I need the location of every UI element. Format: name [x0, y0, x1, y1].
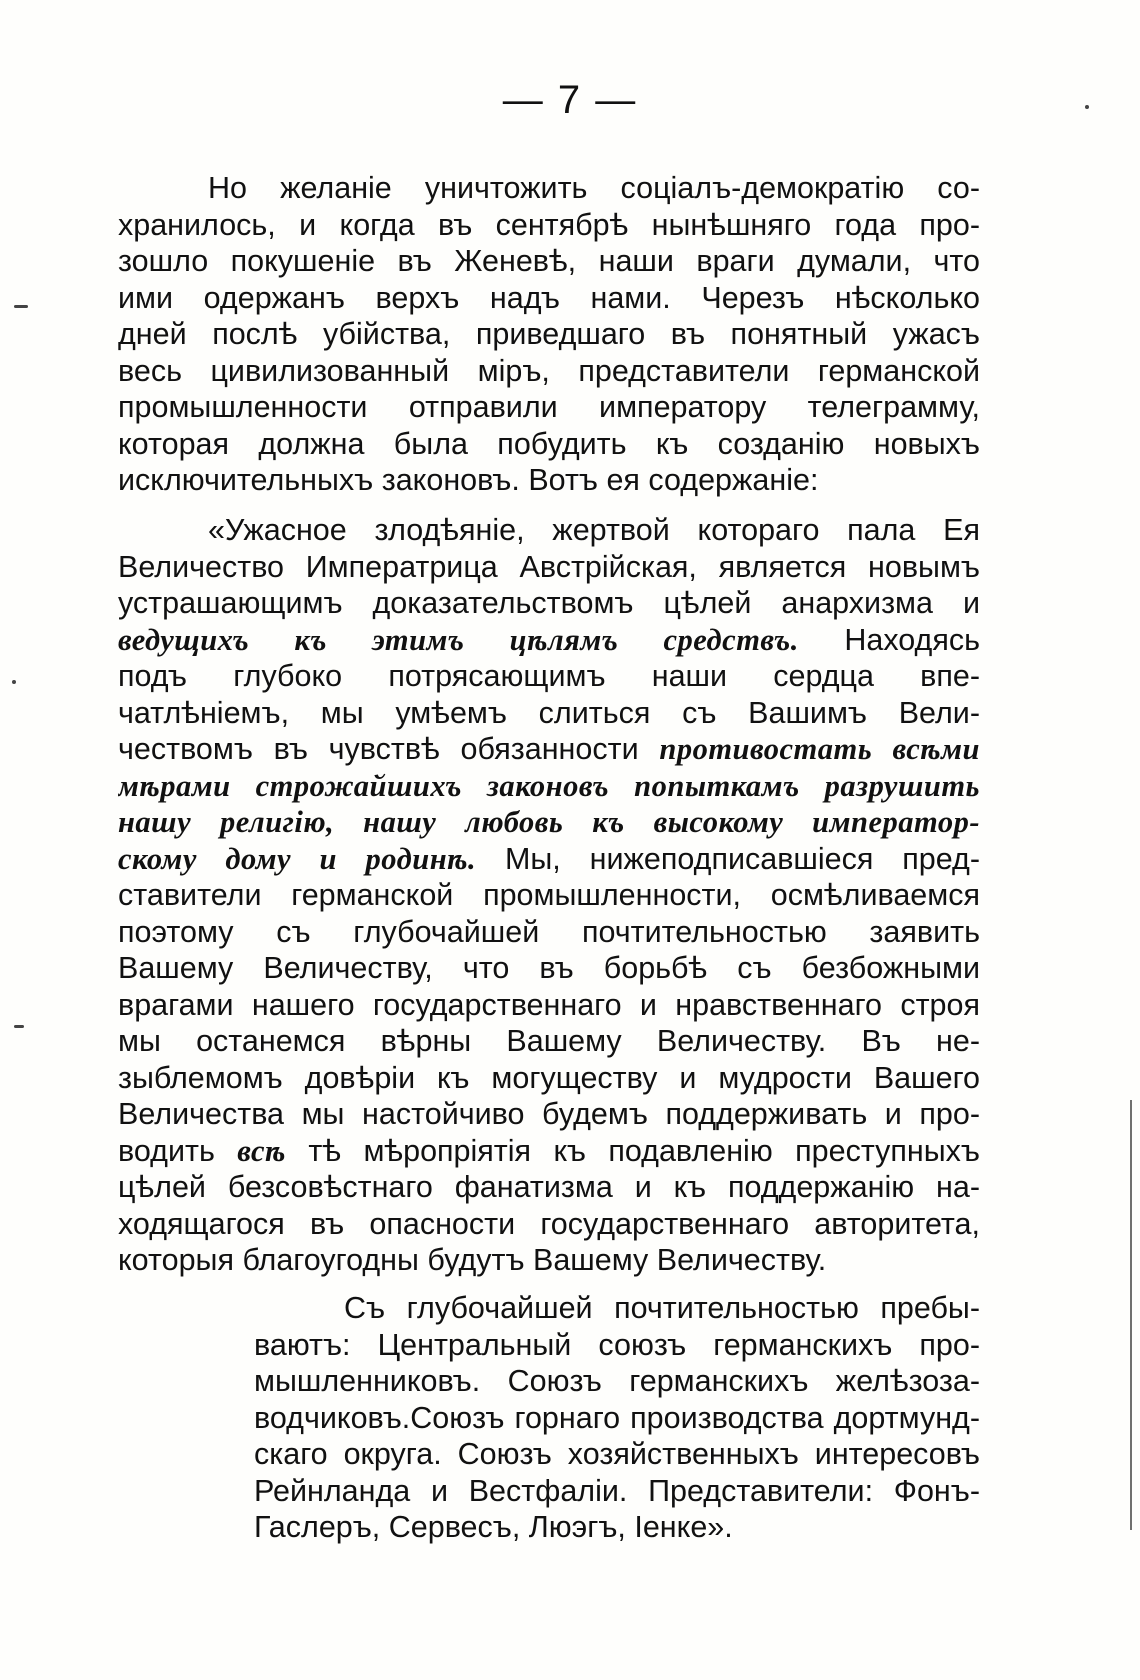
text-line — [118, 950, 980, 987]
text-segment: мышленниковъ. Союзъ германскихъ желѣзоза- — [254, 1364, 980, 1398]
scan-speck — [1085, 105, 1089, 109]
text-segment: Гаслеръ, Сервесъ, Люэгъ, Іенке». — [254, 1510, 733, 1544]
text-segment: цѣлей безсовѣстнаго фанатизма и къ поддержанію на- — [118, 1170, 980, 1204]
text-segment: ими одержанъ верхъ надъ нами. Черезъ нѣсколько — [118, 280, 980, 315]
text-segment: скаго округа. Союзъ хозяйственныхъ интересовъ — [254, 1437, 980, 1471]
text-segment: исключительныхъ законовъ. Вотъ ея содержаніе: — [118, 463, 819, 497]
scan-edge-line — [1130, 1100, 1132, 1530]
text-line — [118, 426, 980, 463]
text-segment: Вашему Величеству, что въ борьбѣ съ безбожными — [118, 951, 980, 985]
text-segment: которыя благоугодны будутъ Вашему Величеству. — [118, 1243, 827, 1277]
text-segment: водить — [118, 1133, 238, 1168]
text-line — [118, 622, 980, 659]
text-line — [118, 207, 980, 244]
text-segment: Величество Императрица Австрійская, является новымъ — [118, 549, 980, 584]
text-segment: ставители германской промышленности, осмѣливаемся — [118, 878, 980, 912]
text-segment: дней послѣ убійства, приведшаго въ понятный ужасъ — [118, 317, 980, 351]
scan-speck — [14, 305, 28, 308]
text-line — [254, 1363, 980, 1400]
text-segment: чатлѣніемъ, мы умѣемъ слиться съ Вашимъ Вели- — [118, 695, 980, 730]
text-line — [118, 658, 980, 695]
text-line — [118, 549, 980, 586]
text-segment: весь цивилизованный міръ, представители германской — [118, 353, 980, 388]
text-segment: поэтому съ глубочайшей почтительностью заявить — [118, 914, 980, 949]
text-line — [118, 585, 980, 622]
text-segment: устрашающимъ доказательствомъ цѣлей анархизма и — [118, 586, 980, 620]
italic-segment: ведущихъ къ этимъ цѣлямъ средствъ. — [118, 622, 799, 657]
text-segment: «Ужасное злодѣяніе, жертвой котораго пала Ея — [208, 513, 980, 547]
text-segment: подъ глубоко потрясающимъ наши сердца впе- — [118, 659, 980, 693]
italic-segment: нашу религію, нашу любовь къ высокому император- — [118, 805, 980, 839]
text-line — [118, 1023, 980, 1060]
text-segment: Мы, нижеподписавшіеся пред- — [476, 841, 980, 876]
text-segment: зыблемомъ довѣріи къ могуществу и мудрости Вашего — [118, 1060, 980, 1095]
text-segment: водчиковъ.Союзъ горнаго производства дортмунд- — [254, 1400, 980, 1435]
text-line — [118, 768, 980, 805]
text-line — [118, 1242, 980, 1279]
text-line — [118, 243, 980, 280]
italic-segment: мѣрами строжайшихъ законовъ попыткамъ разрушить — [118, 768, 980, 803]
text-segment: ходящагося въ опасности государственнаго авторитета, — [118, 1206, 980, 1241]
text-line — [118, 1206, 980, 1243]
text-line — [118, 316, 980, 353]
paragraph-signatories — [254, 1290, 980, 1546]
text-line — [118, 353, 980, 390]
text-segment: мы останемся вѣрны Вашему Величеству. Въ не- — [118, 1024, 980, 1058]
text-segment: ваютъ: Центральный союзъ германскихъ про- — [254, 1327, 980, 1362]
text-line — [118, 512, 980, 549]
text-line — [118, 804, 980, 841]
text-line — [118, 731, 980, 768]
text-line — [118, 462, 980, 499]
text-segment: промышленности отправили императору телеграмму, — [118, 390, 980, 424]
text-line — [118, 1133, 980, 1170]
paragraph-telegram-quote — [118, 512, 980, 1279]
text-line — [118, 1169, 980, 1206]
text-line — [118, 389, 980, 426]
italic-segment: всѣ — [237, 1133, 286, 1168]
text-line — [118, 280, 980, 317]
text-segment: тѣ мѣропріятія къ подавленію преступныхъ — [285, 1133, 980, 1168]
text-line — [254, 1473, 980, 1510]
text-line — [254, 1290, 980, 1327]
italic-segment: противостать всѣми — [659, 732, 980, 766]
scan-speck — [12, 680, 16, 684]
text-line — [254, 1436, 980, 1473]
text-line — [118, 1060, 980, 1097]
text-segment: Величества мы настойчиво будемъ поддерживать и про- — [118, 1097, 980, 1131]
text-line — [254, 1400, 980, 1437]
text-line — [118, 987, 980, 1024]
text-line — [118, 170, 980, 207]
paragraph-intro — [118, 170, 980, 499]
text-segment: Но желаніе уничтожить соціалъ-демократію со- — [208, 171, 980, 205]
page-number: — 7 — — [502, 78, 638, 122]
text-line — [118, 877, 980, 914]
text-segment: Съ глубочайшей почтительностью пребы- — [344, 1291, 980, 1325]
text-segment: Рейнланда и Вестфаліи. Представители: Фонъ- — [254, 1473, 980, 1508]
text-line — [118, 1096, 980, 1133]
text-segment: чествомъ въ чувствѣ обязанности — [118, 732, 660, 766]
text-segment: хранилось, и когда въ сентябрѣ нынѣшняго года про- — [118, 207, 980, 242]
italic-segment: скому дому и родинѣ. — [118, 841, 477, 876]
text-line — [118, 914, 980, 951]
text-line — [118, 695, 980, 732]
text-segment: Находясь — [798, 622, 980, 657]
text-segment: которая должна была побудить къ созданію новыхъ — [118, 426, 980, 461]
text-line — [254, 1509, 980, 1546]
text-line — [254, 1327, 980, 1364]
text-line — [118, 841, 980, 878]
scan-speck — [14, 1025, 24, 1028]
text-segment: врагами нашего государственнаго и нравственнаго строя — [118, 987, 980, 1022]
text-segment: зошло покушеніе въ Женевѣ, наши враги думали, что — [118, 244, 980, 278]
